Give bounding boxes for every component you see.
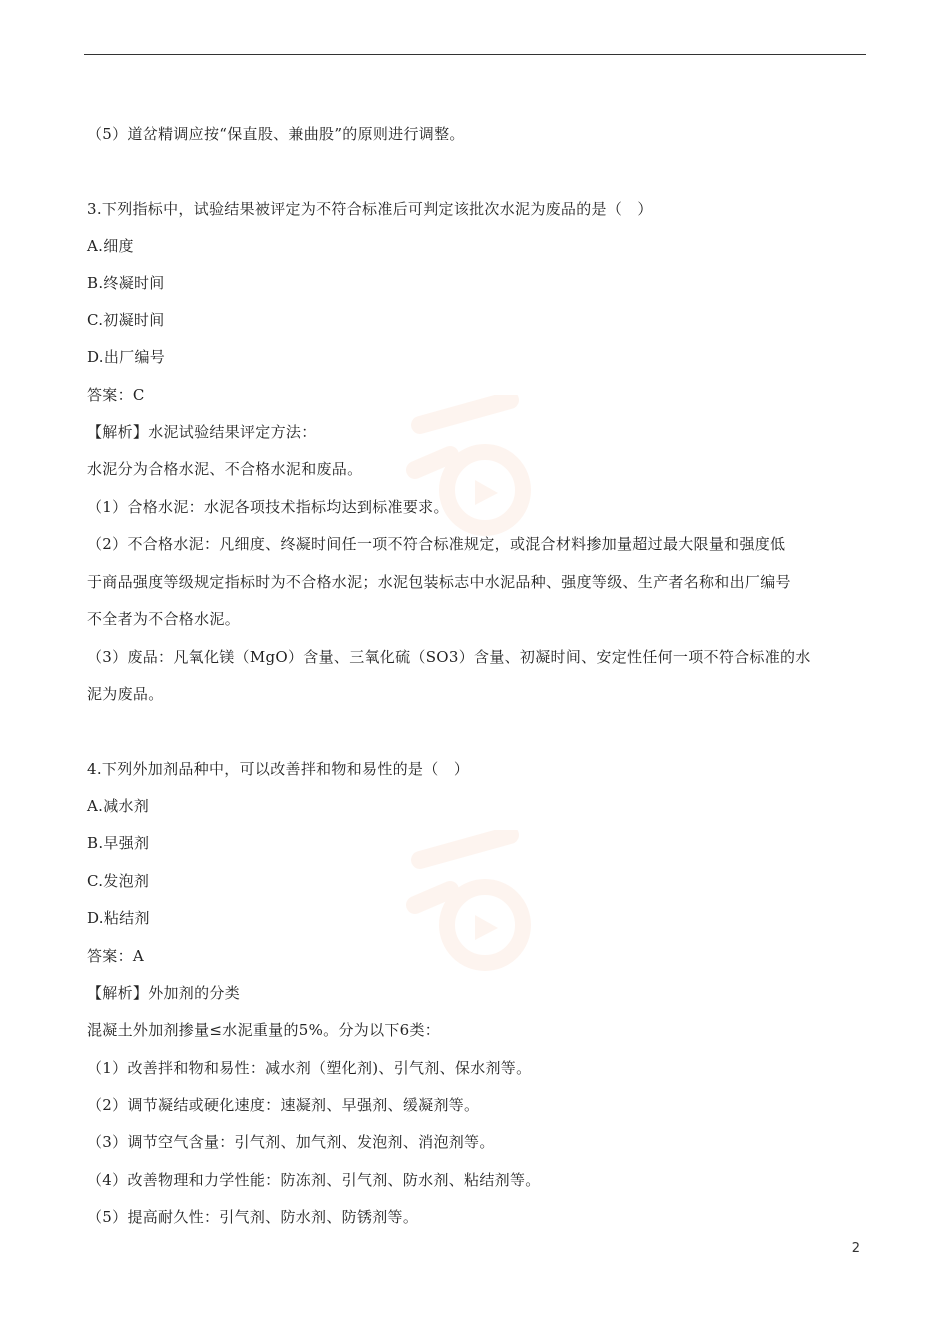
text-line: 于商品强度等级规定指标时为不合格水泥；水泥包装标志中水泥品种、强度等级、生产者名称和出厂编号 bbox=[87, 573, 791, 591]
text-line: 水泥分为合格水泥、不合格水泥和废品。 bbox=[87, 460, 363, 478]
text-line: （4）改善物理和力学性能：防冻剂、引气剂、防水剂、粘结剂等。 bbox=[87, 1171, 541, 1189]
text-line: （3）调节空气含量：引气剂、加气剂、发泡剂、消泡剂等。 bbox=[87, 1133, 495, 1151]
header-rule bbox=[84, 54, 866, 55]
text-line: 不全者为不合格水泥。 bbox=[87, 610, 241, 628]
text-line: （1）合格水泥：水泥各项技术指标均达到标准要求。 bbox=[87, 498, 449, 516]
option-a: A.细度 bbox=[87, 237, 134, 255]
text-line: 泥为废品。 bbox=[87, 685, 164, 703]
text-line: （5）提高耐久性：引气剂、防水剂、防锈剂等。 bbox=[87, 1208, 419, 1226]
option-d: D.粘结剂 bbox=[87, 909, 150, 927]
option-b: B.终凝时间 bbox=[87, 274, 165, 292]
option-c: C.发泡剂 bbox=[87, 872, 150, 890]
answer: 答案：C bbox=[87, 386, 145, 404]
question-4-stem: 4.下列外加剂品种中，可以改善拌和物和易性的是（ ） bbox=[87, 760, 470, 778]
text-line: 混凝土外加剂掺量≤水泥重量的5%。分为以下6类： bbox=[87, 1021, 441, 1039]
text-line: （2）不合格水泥：凡细度、终凝时间任一项不符合标准规定，或混合材料掺加量超过最大限量和强度低 bbox=[87, 535, 786, 553]
text-line: （1）改善拌和物和易性：减水剂（塑化剂)、引气剂、保水剂等。 bbox=[87, 1059, 532, 1077]
page-number: 2 bbox=[851, 1241, 860, 1256]
option-b: B.早强剂 bbox=[87, 834, 150, 852]
text-line: （5）道岔精调应按“保直股、兼曲股”的原则进行调整。 bbox=[87, 125, 465, 143]
question-3-stem: 3.下列指标中，试验结果被评定为不符合标准后可判定该批次水泥为废品的是（ ） bbox=[87, 200, 653, 218]
watermark-logo-icon bbox=[400, 395, 540, 545]
analysis-heading: 【解析】外加剂的分类 bbox=[87, 984, 241, 1002]
text-line: （3）废品：凡氧化镁（MgO）含量、三氧化硫（SO3）含量、初凝时间、安定性任何一项不符合标准的水 bbox=[87, 648, 811, 666]
option-c: C.初凝时间 bbox=[87, 311, 165, 329]
text-line: （2）调节凝结或硬化速度：速凝剂、早强剂、缓凝剂等。 bbox=[87, 1096, 480, 1114]
analysis-heading: 【解析】水泥试验结果评定方法： bbox=[87, 423, 317, 441]
option-d: D.出厂编号 bbox=[87, 348, 166, 366]
watermark-logo-icon bbox=[400, 830, 540, 980]
answer: 答案：A bbox=[87, 947, 145, 965]
option-a: A.减水剂 bbox=[87, 797, 150, 815]
